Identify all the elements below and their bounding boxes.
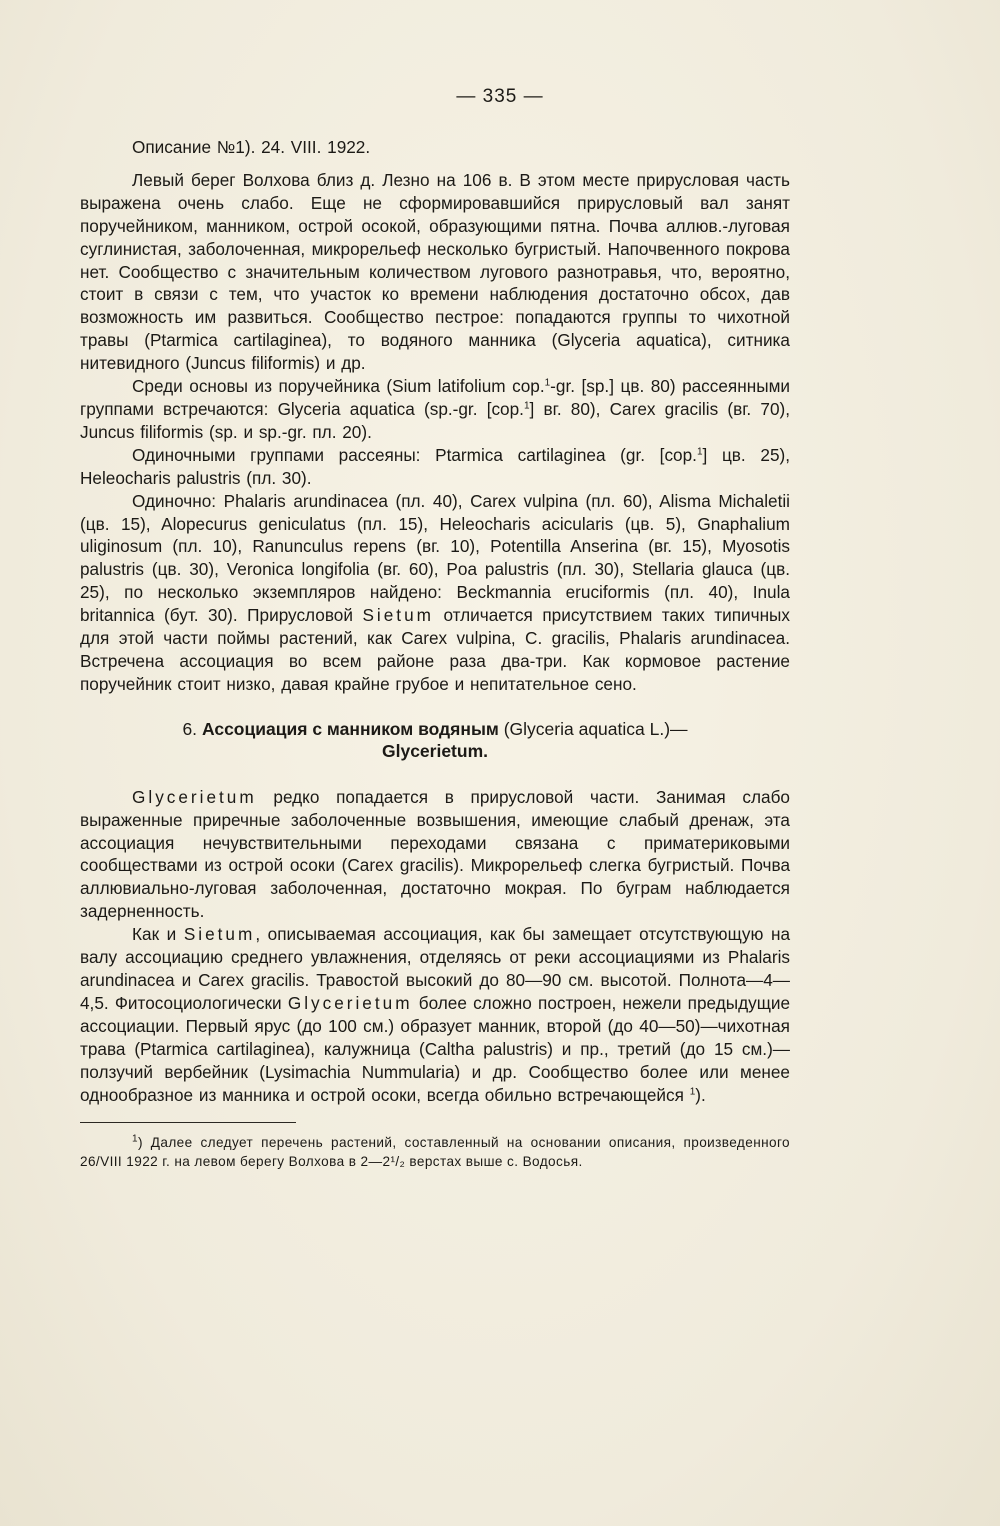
paragraph-1: Левый берег Волхова близ д. Лезно на 106 в. В этом месте прирусловая часть выражена очень слабо. Еще не сформировавшийся прирусловый вал занят поручейником, манником, острой осокой, образующими пятна. Почва аллюв.-луговая суглинистая, заболоченная, микрорельеф несколько бугристый. Напочвенного покрова нет. Сообщество с значительным количеством лугового разнотравья, что, вероятно, стоит в связи с тем, что участок ко времени наблюдения достаточно обсох, дав возможность им развиться. Сообщество пестрое: попадаются группы то чихотной травы (Ptarmica cartilaginea), то водяного манника (Glyceria aquatica), ситника нитевидного (Juncus filiformis) и др. [80,169,790,374]
footnote-rule [80,1122,296,1123]
description-title: Описание №1). 24. VIII. 1922. [132,137,371,157]
main-text-column [80,136,790,1171]
section-heading: 6. Ассоциация с манником водяным (Glyceria aquatica L.)— Glycerietum. [182,718,688,761]
paragraph-2: Среди основы из поручейника (Sium latifolium cop.$^1$-gr. [sp.] цв. 80) рассеянными группами встречаются: Glyceria aquatica (sp.-gr. [cop.$^1$] вг. 80), Carex gracilis (вг. 70), Juncus filiformis (sp. и sp.-gr. пл. 20). [80,376,790,442]
page-number: — 335 — [456,86,544,107]
paragraph-3: Одиночными группами рассеяны: Ptarmica cartilaginea (gr. [cop.$^1$] цв. 25), Heleocharis palustris (пл. 30). [80,444,790,488]
paragraph-6: Как и Sietum, описываемая ассоциация, как бы замещает отсутствующую на валу ассоциацию среднего увлажнения, отделяясь от реки ассоциациями из Phalaris arundinacea и Carex gracilis. Травостой высокий до 80—90 см. высотой. Полнота—4—4,5. Фитосоциологически Glycerietum более сложно построен, нежели предыдущие ассоциации. Первый ярус (до 100 см.) образует манник, второй (до 40—50)—чихотная трава (Ptarmica cartilaginea), калужница (Caltha palustris) и пр., третий (до 15 см.)—ползучий вербейник (Lysimachia Nummularia) и др. Сообщество более или менее однообразное из манника и острой осоки, всегда обильно встречающейся $^1$). [80,924,790,1105]
paragraph-4: Одиночно: Phalaris arundinacea (пл. 40), Carex vulpina (пл. 60), Alisma Michaletii (цв. 15), Alopecurus geniculatus (пл. 15), Heleocharis acicularis (цв. 5), Gnaphalium uliginosum (пл. 10), Ranunculus repens (вг. 10), Potentilla Anserina (вг. 15), Myosotis palustris (цв. 30), Veronica longifolia (вг. 60), Poa palustris (пл. 30), Stellaria glauca (цв. 25), по несколько экземпляров найдено: Beckmannia eruciformis (пл. 40), Inula britannica (бут. 30). Прирусловой Sietum отличается присутствием таких типичных для этой части поймы растений, как Carex vulpina, C. gracilis, Phalaris arundinacea. Встречена ассоциация во всем районе раза два-три. Как кормовое растение поручейник стоит низко, давая крайне грубое и непитательное сено. [80,490,791,694]
paragraph-5: Glycerietum редко попадается в прирусловой части. Занимая слабо выраженные приречные заболоченные возвышения, имеющие слабый дренаж, эта ассоциация нечувствительными переходами связана с приматериковыми сообществами из острой осоки (Carex gracilis). Микрорельеф слегка бугристый. Почва аллювиально-луговая заболоченная, достаточно мокрая. По буграм наблюдается задерненность. [80,786,790,922]
footnote: $^1$) Далее следует перечень растений, составленный на основании описания, произведенного 26/VIII 1922 г. на левом берегу Волхова в 2—2¹/₂ верстах выше с. Водосья. [80,1133,790,1170]
